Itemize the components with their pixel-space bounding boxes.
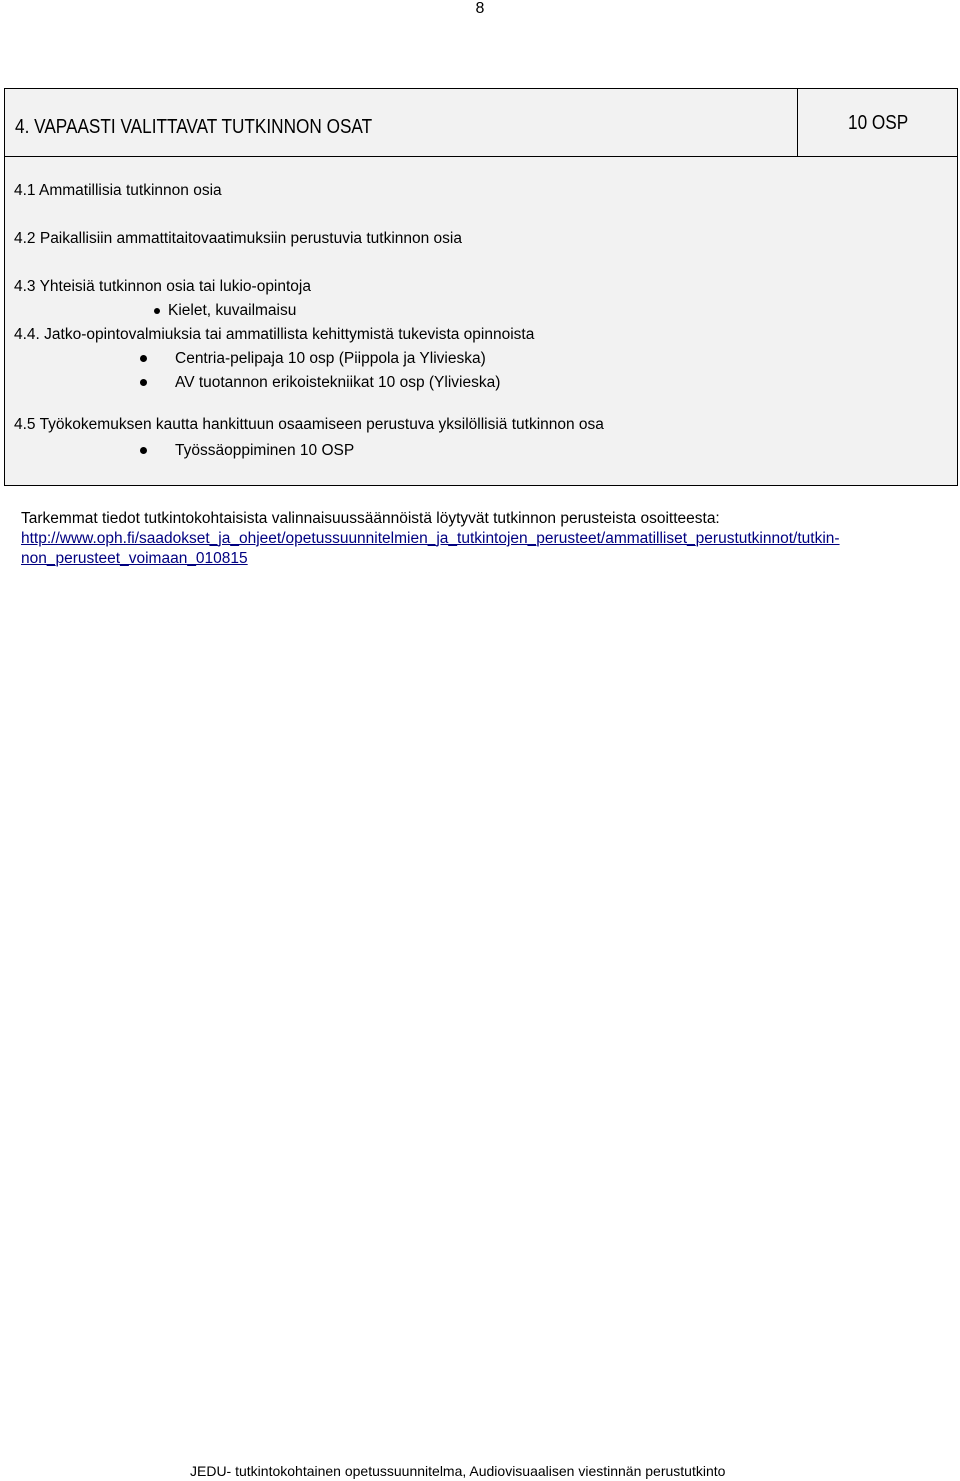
section-title: 4. VAPAASTI VALITTAVAT TUTKINNON OSAT (15, 116, 373, 138)
item-4-4-bullet-2: AV tuotannon erikoistekniikat 10 osp (Ylivieska) (175, 374, 501, 391)
section-header (5, 89, 957, 157)
page-number: 8 (475, 0, 485, 17)
item-4-4-bullet-1: Centria-pelipaja 10 osp (Piippola ja Ylivieska) (175, 350, 486, 367)
bullet-icon (154, 308, 160, 314)
bullet-icon (140, 355, 147, 362)
bullet-icon (140, 447, 147, 454)
curriculum-link-line-2[interactable]: non_perusteet_voimaan_010815 (21, 550, 248, 567)
bullet-icon (140, 379, 147, 386)
header-divider (797, 89, 798, 156)
item-4-4: 4.4. Jatko-opintovalmiuksia tai ammatillista kehittymistä tukevista opinnoista (14, 326, 535, 343)
item-4-3-bullet-1: Kielet, kuvailmaisu (168, 302, 297, 319)
item-4-3: 4.3 Yhteisiä tutkinnon osia tai lukio-opintoja (14, 278, 311, 295)
section-credits: 10 OSP (848, 112, 909, 134)
item-4-5: 4.5 Työkokemuksen kautta hankittuun osaamiseen perustuva yksilöllisiä tutkinnon osa (14, 416, 604, 433)
item-4-5-bullet-1: Työssäoppiminen 10 OSP (175, 442, 355, 459)
item-4-2: 4.2 Paikallisiin ammattitaitovaatimuksiin perustuvia tutkinnon osia (14, 230, 462, 247)
item-4-1: 4.1 Ammatillisia tutkinnon osia (14, 182, 222, 199)
curriculum-link-line-1[interactable]: http://www.oph.fi/saadokset_ja_ohjeet/opetussuunnitelmien_ja_tutkintojen_perusteet/ammatilliset_perustutkinnot/tutkin- (21, 530, 840, 547)
info-text: Tarkemmat tiedot tutkintokohtaisista valinnaisuussäännöistä löytyvät tutkinnon perusteista osoitteesta: (21, 510, 720, 527)
page-footer: JEDU- tutkintokohtainen opetussuunnitelma, Audiovisuaalisen viestinnän perustutkinto (190, 1463, 726, 1479)
